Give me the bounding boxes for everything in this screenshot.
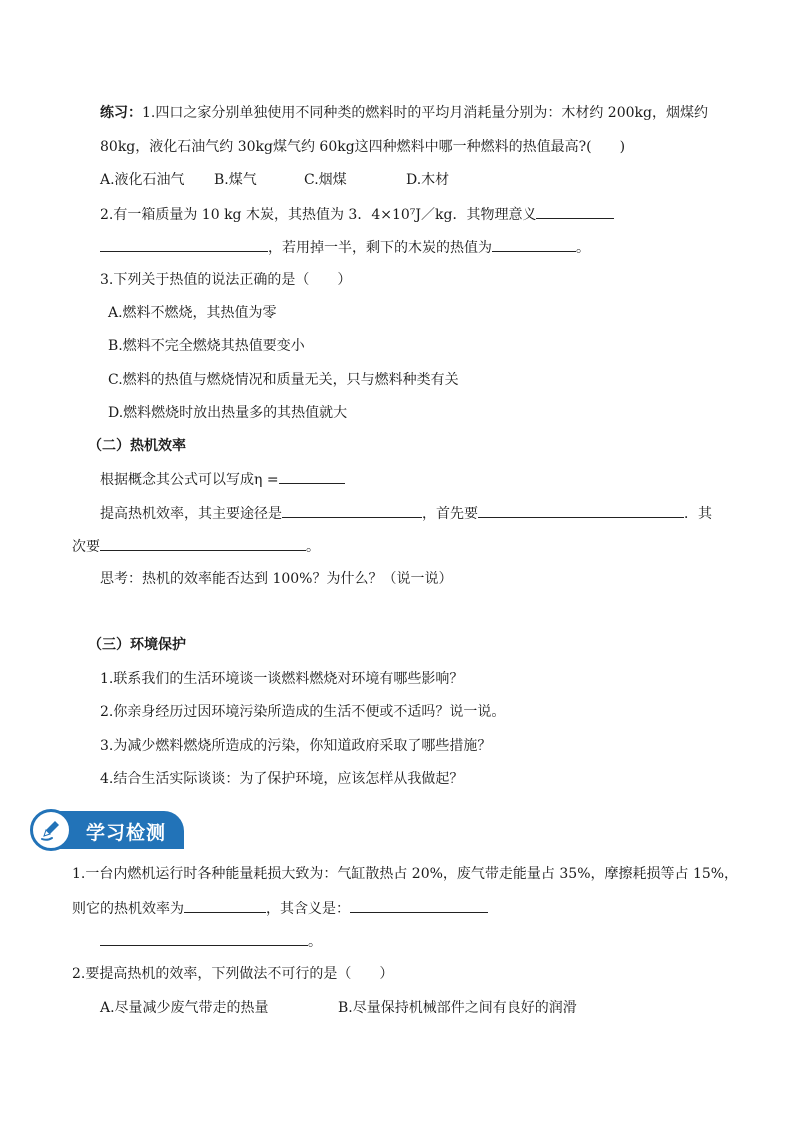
test-q2-option-b: B.尽量保持机械部件之间有良好的润滑: [338, 1000, 577, 1016]
q2-blank-remaining[interactable]: [492, 237, 576, 252]
improve-text-e: 。: [306, 539, 320, 555]
improve-text-c: ．其: [684, 506, 712, 522]
section2-formula: [100, 469, 345, 489]
section2-improve-line2: [72, 536, 320, 556]
exercise-q1-text: 1.四口之家分别单独使用不同种类的燃料时的平均月消耗量分别为：木材约 200kg，烟煤约: [142, 105, 708, 121]
test-q2-stem: 2.要提高热机的效率，下列做法不可行的是（ ）: [72, 966, 394, 982]
q3-option-c: C.燃料的热值与燃烧情况和质量无关，只与燃料种类有关: [108, 372, 459, 388]
improve-blank-second[interactable]: [100, 536, 306, 551]
q2-text: 2.有一箱质量为 10 kg 木炭，其热值为 3．4×10⁷J／kg．其物理意义: [100, 207, 537, 223]
q1-option-b: B.煤气: [214, 172, 257, 188]
test-q1-end: 。: [308, 934, 322, 950]
test-q1-blank-efficiency[interactable]: [184, 898, 266, 913]
improve-text-a: 提高热机效率，其主要途径是: [100, 506, 282, 522]
test-q1-text-b: ，其含义是：: [266, 901, 350, 917]
q3-option-a: A.燃料不燃烧，其热值为零: [108, 305, 277, 321]
q1-option-a: A.液化石油气: [100, 172, 185, 188]
section2-think: 思考：热机的效率能否达到 100%？为什么？（说一说）: [100, 571, 453, 587]
improve-blank-first[interactable]: [478, 503, 684, 518]
improve-blank-main[interactable]: [282, 503, 422, 518]
q3-option-d: D.燃料燃烧时放出热量多的其热值就大: [108, 405, 348, 421]
formula-text: 根据概念其公式可以写成η =: [100, 472, 279, 488]
test-q1-line1: 1.一台内燃机运行时各种能量耗损大致为：气缸散热占 20%，废气带走能量占 35%，摩擦耗损等占 15%，: [72, 866, 739, 882]
q1-option-c: C.烟煤: [304, 172, 347, 188]
improve-text-d: 次要: [72, 539, 100, 555]
section2-improve-line1: [100, 503, 712, 523]
section3-item-4: 4.结合生活实际谈谈：为了保护环境，应该怎样从我做起？: [100, 771, 464, 787]
exercise-q3-stem: 3.下列关于热值的说法正确的是（ ）: [100, 272, 352, 288]
exercise-label: 练习：: [100, 105, 142, 121]
test-q1-blank-meaning[interactable]: [350, 898, 488, 913]
q2-blank-meaning[interactable]: [536, 204, 614, 219]
section3-heading: （三）环境保护: [88, 637, 186, 653]
formula-blank[interactable]: [279, 469, 345, 484]
banner-title: 学习检测: [86, 822, 167, 844]
section3-item-3: 3.为减少燃料燃烧所造成的污染，你知道政府采取了哪些措施？: [100, 738, 492, 754]
test-q2-options: [100, 998, 577, 1018]
test-q1-blank-meaning-cont[interactable]: [100, 931, 308, 946]
exercise-q1-line2: 80kg，液化石油气约 30kg煤气约 60kg这四种燃料中哪一种燃料的热值最高?( ): [100, 139, 626, 155]
exercise-q2-line1: [100, 204, 614, 224]
pencil-icon: [37, 816, 65, 844]
q2-end: 。: [576, 240, 590, 256]
q2-mid-text: ，若用掉一半，剩下的木炭的热值为: [268, 240, 492, 256]
section-banner: [30, 809, 184, 851]
section3-item-2: 2.你亲身经历过因环境污染所造成的生活不便或不适吗？说一说。: [100, 704, 506, 720]
q2-blank-meaning-cont[interactable]: [100, 237, 268, 252]
q3-option-b: B.燃料不完全燃烧其热值要变小: [108, 338, 305, 354]
test-q1-line2: [72, 898, 488, 918]
exercise-q2-line2: [100, 237, 590, 257]
q1-option-d: D.木材: [406, 172, 450, 188]
exercise-q1-line1: [100, 103, 708, 123]
improve-text-b: ，首先要: [422, 506, 478, 522]
banner-icon-circle: [30, 809, 72, 851]
test-q1-text-a: 则它的热机效率为: [72, 901, 184, 917]
test-q1-line3: [100, 931, 322, 951]
exercise-q1-options: [100, 170, 449, 190]
section2-heading: （二）热机效率: [88, 438, 186, 454]
test-q2-option-a: A.尽量减少废气带走的热量: [100, 1000, 269, 1016]
section3-item-1: 1.联系我们的生活环境谈一谈燃料燃烧对环境有哪些影响？: [100, 671, 464, 687]
